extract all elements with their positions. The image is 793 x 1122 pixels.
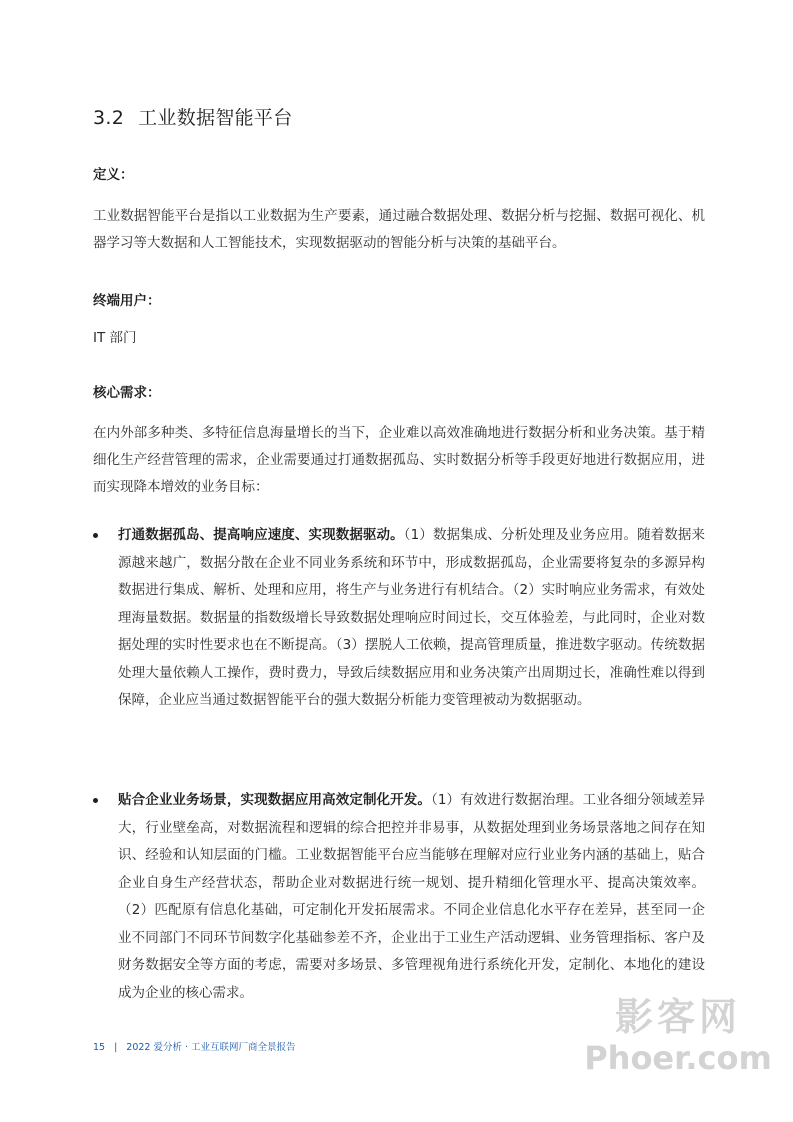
core-needs-label: 核心需求： — [93, 385, 161, 401]
end-user-text: IT 部门 — [93, 330, 137, 346]
bullet-body: （1）有效进行数据治理。工业各细分领域差异大，行业壁垒高，对数据流程和逻辑的综合把控并非易事，从数据处理到业务场景落地之间存在知识、经验和认知层面的门槛。工业数据智能平台应当能够在理解对应行业业务内涵的基础上，贴合企业自身生产经营状态，帮助企业对数据进行统一规划、提升精细化管理水平、提高决策效率。（2）匹配原有信息化基础，可定制化开发拓展需求。不同企业信息化水平存在差异，甚至同一企业不同部门不同环节间数字化基础参差不齐，企业出于工业生产活动逻辑、业务管理指标、客户及财务数据安全等方面的考虑，需要对多场景、多管理视角进行系统化开发，定制化、本地化的建设成为企业的核心需求。 — [118, 792, 706, 1001]
list-item — [93, 787, 705, 1007]
page-footer — [93, 1039, 296, 1053]
bullet-text — [118, 522, 705, 715]
section-number: 3.2 — [93, 107, 125, 129]
bullet-body: （1）数据集成、分析处理及业务应用。随着数据来源越来越广，数据分散在企业不同业务系统和环节中，形成数据孤岛，企业需要将复杂的多源异构数据进行集成、解析、处理和应用，将生产与业务进行有机结合。（2）实时响应业务需求，有效处理海量数据。数据量的指数级增长导致数据处理响应时间过长，交互体验差，与此同时，企业对数据处理的实时性要求也在不断提高。（3）摆脱人工依赖，提高管理质量，推进数字驱动。传统数据处理大量依赖人工操作，费时费力，导致后续数据应用和业务决策产出周期过长，准确性难以得到保障，企业应当通过数据智能平台的强大数据分析能力变管理被动为数据驱动。 — [118, 527, 706, 708]
definition-text: 工业数据智能平台是指以工业数据为生产要素，通过融合数据处理、数据分析与挖掘、数据可视化、机器学习等大数据和人工智能技术，实现数据驱动的智能分析与决策的基础平台。 — [93, 208, 705, 251]
bullet-text — [118, 787, 705, 1007]
bullet-icon — [93, 798, 98, 803]
bullet-lead: 贴合企业业务场景，实现数据应用高效定制化开发。 — [118, 792, 431, 808]
watermark-en: Phoer.com — [584, 1039, 772, 1077]
list-item — [93, 522, 705, 715]
section-title-text: 工业数据智能平台 — [138, 107, 293, 129]
section-title — [93, 103, 293, 130]
watermark-cn: 影客网 — [614, 995, 741, 1039]
definition-label: 定义： — [93, 167, 134, 183]
bullet-lead: 打通数据孤岛、提高响应速度、实现数据驱动。 — [118, 527, 404, 543]
footer-separator: | — [114, 1042, 118, 1053]
page-number: 15 — [93, 1042, 106, 1053]
bullet-icon — [93, 533, 98, 538]
watermark-logo — [583, 995, 773, 1085]
end-user-label: 终端用户： — [93, 293, 161, 309]
core-needs-intro: 在内外部多种类、多特征信息海量增长的当下，企业难以高效准确地进行数据分析和业务决策。基于精细化生产经营管理的需求，企业需要通过打通数据孤岛、实时数据分析等手段更好地进行数据应用，进而实现降本增效的业务目标： — [93, 425, 705, 495]
report-title: 2022 爱分析 · 工业互联网厂商全景报告 — [126, 1042, 296, 1053]
